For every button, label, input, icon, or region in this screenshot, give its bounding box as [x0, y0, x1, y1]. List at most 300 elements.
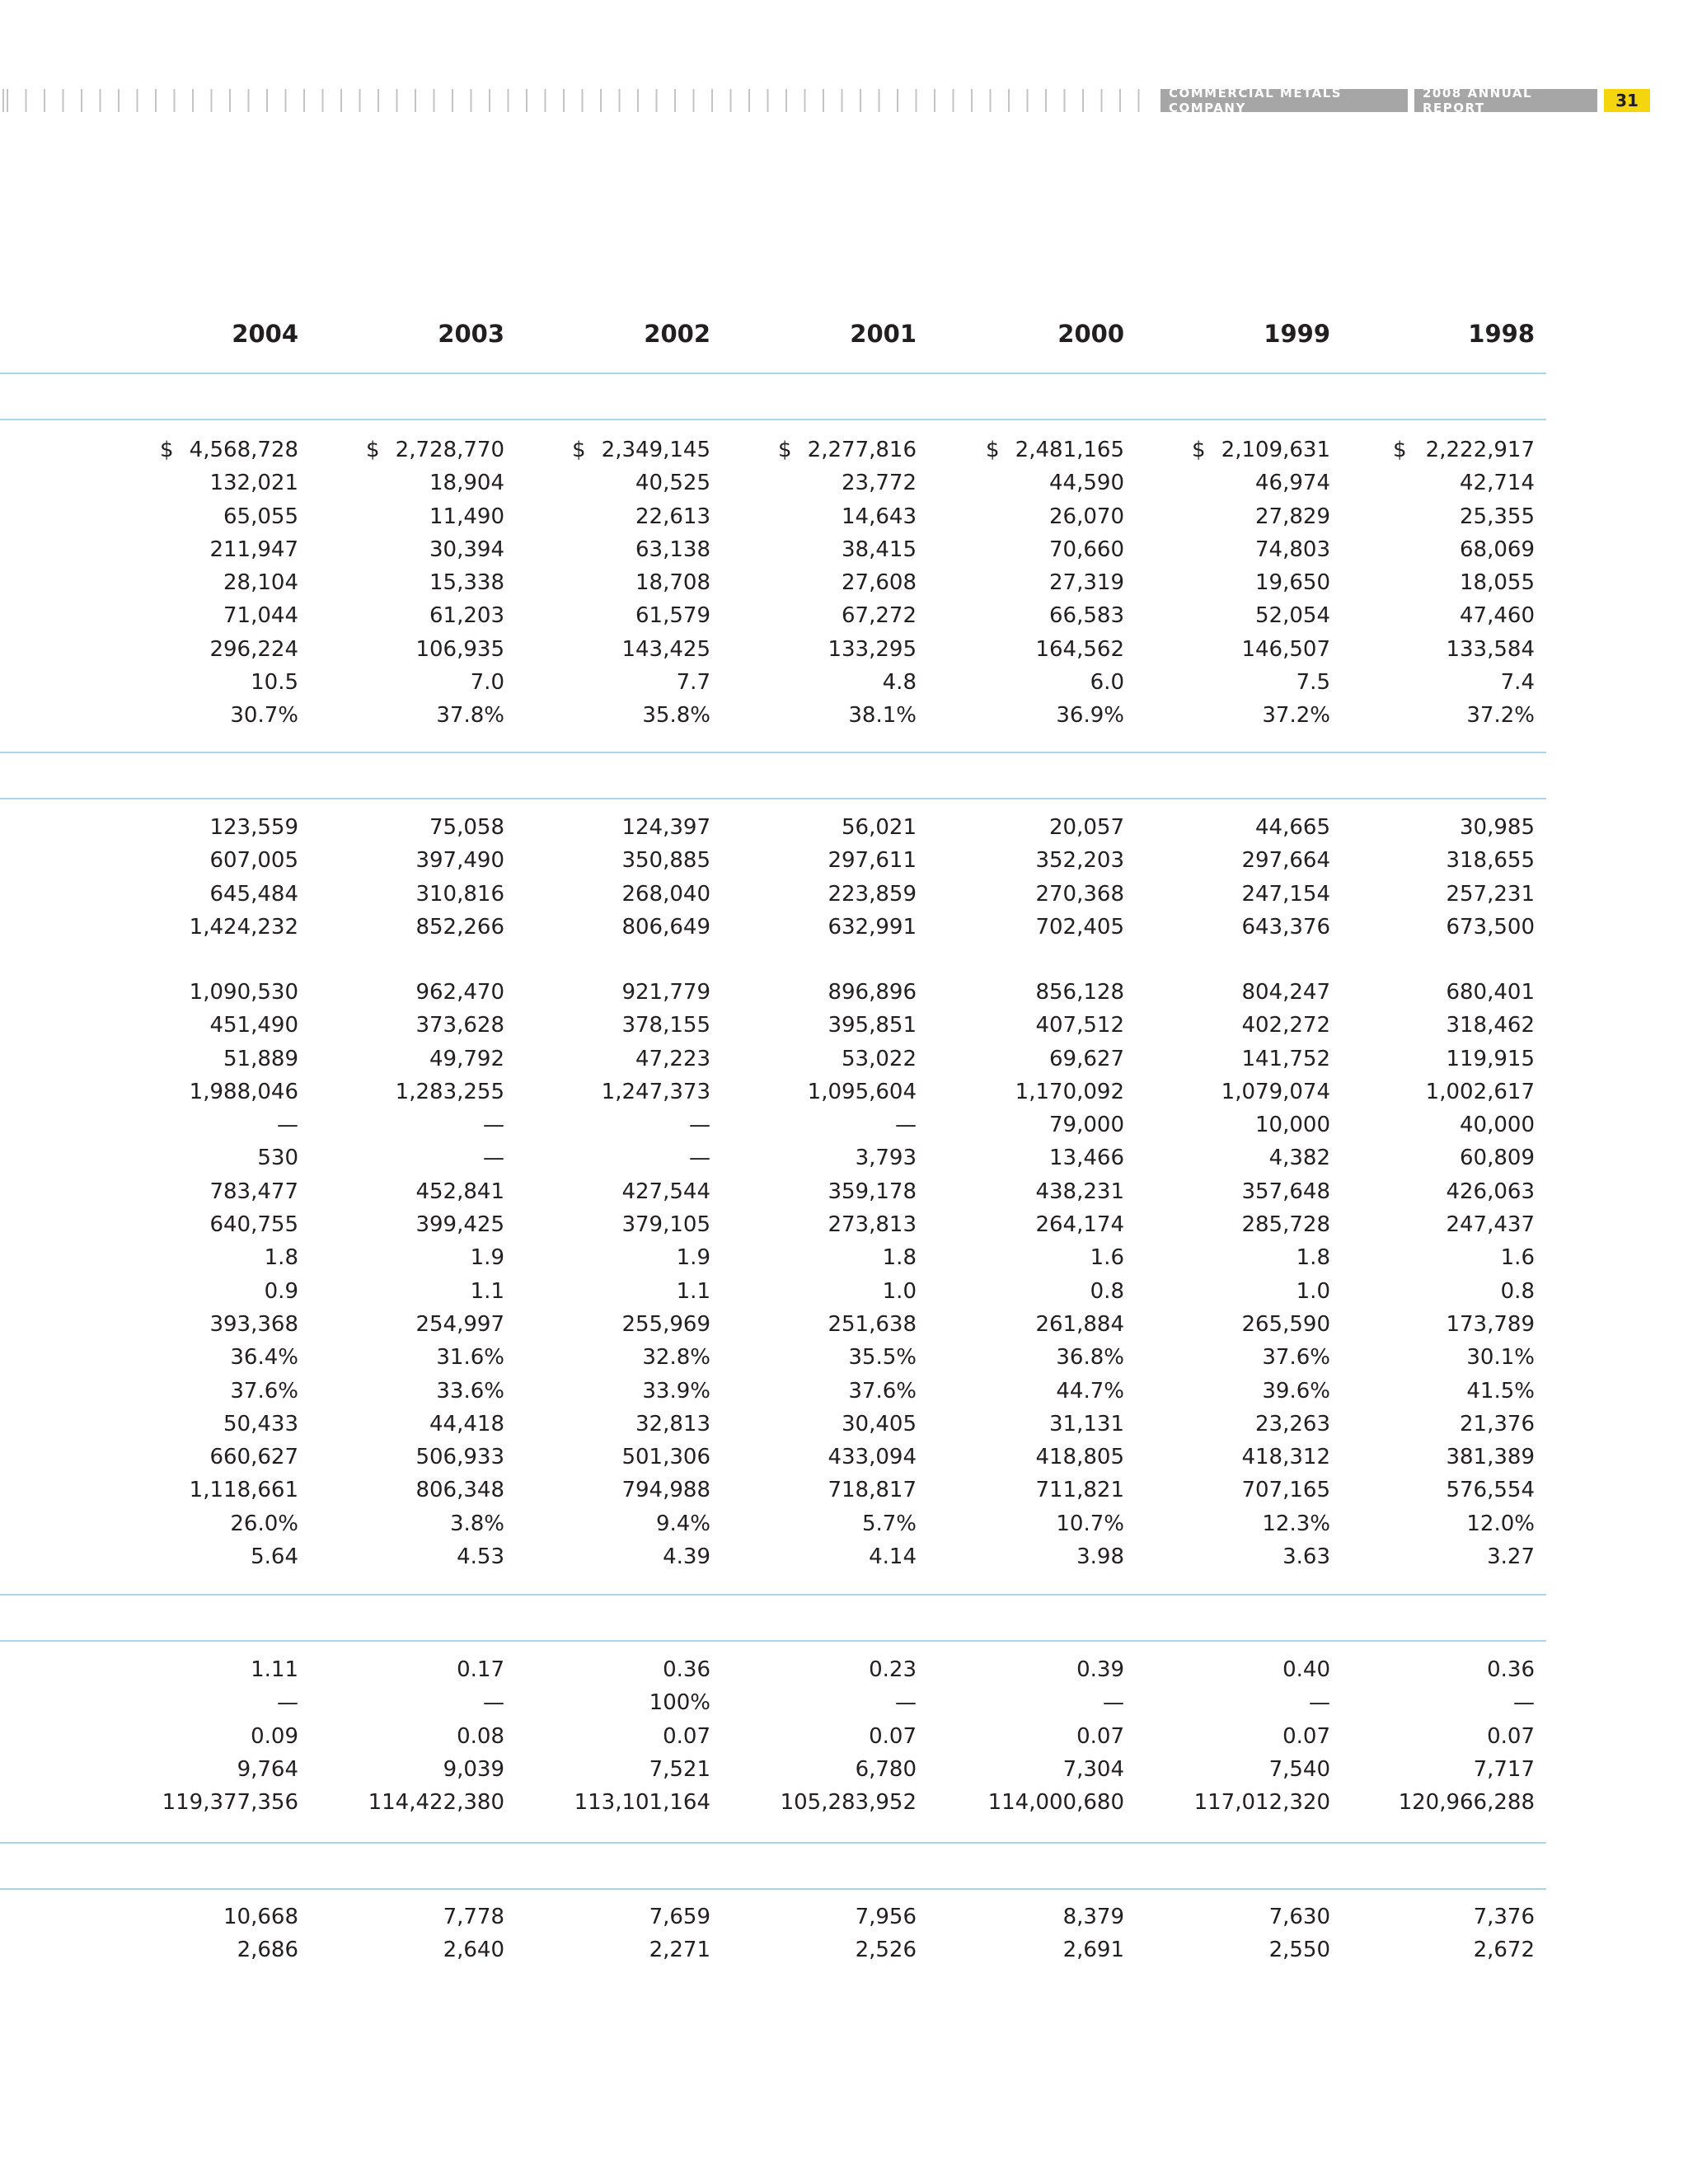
- table-cell: 7.7: [676, 670, 710, 696]
- table-cell: 806,649: [621, 914, 710, 940]
- table-cell: 30,394: [429, 537, 504, 562]
- table-cell: 44.7%: [1056, 1378, 1124, 1404]
- table-cell: 68,069: [1460, 537, 1535, 562]
- currency-symbol: $: [1393, 438, 1407, 462]
- table-cell: 896,896: [828, 980, 917, 1005]
- table-cell: 0.07: [869, 1723, 917, 1749]
- table-cell: 13,466: [1049, 1146, 1124, 1171]
- table-cell: 2,640: [443, 1938, 504, 1963]
- table-cell: 132,021: [209, 471, 298, 496]
- table-section-employees: [0, 1900, 1546, 1967]
- table-cell: 15,338: [429, 570, 504, 596]
- table-row: [0, 566, 1546, 599]
- table-row: [0, 976, 1546, 1009]
- table-section-operations: [0, 434, 1546, 733]
- table-cell: 806,348: [415, 1478, 504, 1503]
- table-row: [0, 699, 1546, 732]
- table-cell: 38,415: [842, 537, 917, 562]
- table-cell: 702,405: [1035, 914, 1124, 940]
- table-cell: 1.8: [264, 1245, 298, 1271]
- table-cell: 1,170,092: [1015, 1079, 1124, 1104]
- table-cell: 273,813: [828, 1212, 917, 1238]
- table-row: [0, 1009, 1546, 1042]
- divider-rule: [0, 373, 1546, 374]
- table-section-per-share: [0, 1653, 1546, 1819]
- table-cell: 23,263: [1255, 1411, 1330, 1436]
- table-cell: 393,368: [209, 1311, 298, 1337]
- table-cell: 1,090,530: [189, 980, 298, 1005]
- table-cell: 318,462: [1446, 1013, 1535, 1038]
- table-cell: 30.7%: [230, 703, 298, 729]
- table-row: [0, 1108, 1546, 1141]
- table-cell: 119,915: [1446, 1046, 1535, 1071]
- table-row: [0, 844, 1546, 877]
- table-cell: 40,525: [635, 471, 710, 496]
- table-row: [0, 1076, 1546, 1108]
- table-row: [0, 1786, 1546, 1819]
- table-row: [0, 1653, 1546, 1686]
- table-cell: 381,389: [1446, 1445, 1535, 1470]
- table-cell: 39.6%: [1262, 1378, 1330, 1404]
- table-cell: 65,055: [223, 504, 298, 529]
- table-cell: 124,397: [621, 815, 710, 840]
- table-cell: 10.7%: [1056, 1511, 1124, 1536]
- table-cell: 106,935: [415, 636, 504, 662]
- table-cell: 9.4%: [655, 1511, 710, 1536]
- table-cell: 352,203: [1035, 848, 1124, 874]
- table-cell: 28,104: [223, 570, 298, 596]
- table-cell: 247,437: [1446, 1212, 1535, 1238]
- table-cell: 35.5%: [848, 1345, 917, 1371]
- table-cell: 61,579: [635, 603, 710, 629]
- currency-symbol: $: [366, 438, 380, 462]
- table-cell: 632,991: [828, 914, 917, 940]
- table-cell: 418,312: [1241, 1445, 1330, 1470]
- table-row: [0, 811, 1546, 844]
- report-title-label: 2008 ANNUAL REPORT: [1414, 89, 1597, 112]
- table-cell: 71,044: [223, 603, 298, 629]
- table-cell: 69,627: [1049, 1046, 1124, 1071]
- table-cell: 0.23: [869, 1657, 917, 1682]
- table-cell: 3.27: [1487, 1544, 1535, 1570]
- table-cell: 0.8: [1500, 1278, 1535, 1304]
- table-cell: 660,627: [209, 1445, 298, 1470]
- table-cell: 7,956: [855, 1905, 917, 1929]
- table-cell: 31.6%: [436, 1345, 504, 1371]
- table-cell: 211,947: [209, 537, 298, 562]
- table-row: [0, 1474, 1546, 1507]
- table-cell: 0.17: [457, 1657, 504, 1682]
- year-header-row: [0, 320, 1546, 356]
- table-cell: 27,608: [842, 570, 917, 596]
- table-cell: 1,079,074: [1221, 1079, 1330, 1104]
- table-cell: 27,319: [1049, 570, 1124, 596]
- table-cell: 261,884: [1035, 1311, 1124, 1337]
- table-cell: 438,231: [1035, 1179, 1124, 1204]
- table-cell: 35.8%: [642, 703, 710, 729]
- table-cell: 707,165: [1241, 1478, 1330, 1503]
- table-cell: 22,613: [635, 504, 710, 529]
- table-cell: 265,590: [1241, 1311, 1330, 1337]
- table-row: [0, 1308, 1546, 1341]
- table-row: [0, 434, 1546, 466]
- table-cell: 12.0%: [1466, 1511, 1535, 1536]
- table-cell: 37.2%: [1466, 703, 1535, 729]
- table-cell: 143,425: [621, 636, 710, 662]
- table-cell: 1.6: [1090, 1245, 1124, 1271]
- table-cell: 141,752: [1241, 1046, 1330, 1071]
- table-cell: 1.1: [470, 1278, 504, 1304]
- table-cell: 350,885: [621, 848, 710, 874]
- table-cell: 164,562: [1035, 636, 1124, 662]
- table-row: [0, 1241, 1546, 1274]
- divider-rule: [0, 752, 1546, 753]
- table-cell: 1.1: [676, 1278, 710, 1304]
- table-cell: 37.8%: [436, 703, 504, 729]
- table-cell: —: [277, 1113, 298, 1138]
- table-cell: 49,792: [429, 1046, 504, 1071]
- table-cell: 0.9: [264, 1278, 298, 1304]
- table-cell: 10,668: [223, 1905, 298, 1929]
- table-row: [0, 1686, 1546, 1719]
- table-cell: 4.39: [663, 1544, 710, 1570]
- table-cell: —: [1309, 1690, 1330, 1716]
- table-cell: 1.8: [882, 1245, 917, 1271]
- table-cell: 2,271: [649, 1938, 710, 1963]
- currency-symbol: $: [1192, 438, 1206, 462]
- table-row: [0, 1208, 1546, 1241]
- table-cell: 452,841: [415, 1179, 504, 1204]
- table-cell: 296,224: [209, 636, 298, 662]
- table-cell: 1.0: [882, 1278, 917, 1304]
- table-cell: 1,988,046: [189, 1079, 298, 1104]
- table-cell: 395,851: [828, 1013, 917, 1038]
- table-cell: 254,997: [415, 1311, 504, 1337]
- table-cell: 114,422,380: [368, 1790, 504, 1816]
- table-cell: 433,094: [828, 1445, 917, 1470]
- table-cell: 7.5: [1296, 670, 1330, 696]
- table-cell: 711,821: [1035, 1478, 1124, 1503]
- divider-rule: [0, 1842, 1546, 1844]
- table-cell: 7,717: [1473, 1756, 1535, 1782]
- table-row: [0, 1408, 1546, 1441]
- table-cell: —: [895, 1690, 917, 1716]
- table-cell: 33.6%: [436, 1378, 504, 1404]
- table-cell: 1,002,617: [1425, 1079, 1535, 1104]
- table-cell: 607,005: [209, 848, 298, 874]
- year-column-header: 1998: [1468, 320, 1535, 348]
- table-cell: 26.0%: [230, 1511, 298, 1536]
- table-cell: 251,638: [828, 1311, 917, 1337]
- table-section-balance-b: [0, 976, 1546, 1573]
- table-row: [0, 533, 1546, 566]
- table-cell: 268,040: [621, 881, 710, 907]
- table-cell: 1.9: [676, 1245, 710, 1271]
- table-cell: 2,728,770 $: [290, 434, 504, 466]
- table-cell: 0.07: [1282, 1723, 1330, 1749]
- table-cell: 38.1%: [848, 703, 917, 729]
- table-cell: 2,550: [1268, 1938, 1330, 1963]
- table-cell: 718,817: [828, 1478, 917, 1503]
- company-name-label: COMMERCIAL METALS COMPANY: [1160, 89, 1408, 112]
- table-cell: 36.4%: [230, 1345, 298, 1371]
- table-cell: 0.07: [1487, 1723, 1535, 1749]
- table-cell: 21,376: [1460, 1411, 1535, 1436]
- table-cell: 794,988: [621, 1478, 710, 1503]
- table-cell: 427,544: [621, 1179, 710, 1204]
- table-cell: 9,039: [443, 1756, 504, 1782]
- table-row: [0, 1507, 1546, 1540]
- table-cell: 7,659: [649, 1905, 710, 1929]
- table-cell: 100%: [649, 1690, 710, 1716]
- table-cell: 1.11: [251, 1657, 298, 1682]
- page-number: 31: [1604, 89, 1650, 112]
- table-cell: 2,109,631 $: [1116, 434, 1330, 466]
- table-cell: 310,816: [415, 881, 504, 907]
- table-cell: 6.0: [1090, 670, 1124, 696]
- table-row: [0, 1175, 1546, 1208]
- table-cell: 7,376: [1473, 1905, 1535, 1929]
- table-cell: 962,470: [415, 980, 504, 1005]
- table-row: [0, 1043, 1546, 1076]
- table-cell: 1,118,661: [189, 1478, 298, 1503]
- table-cell: 12.3%: [1262, 1511, 1330, 1536]
- table-cell: 74,803: [1255, 537, 1330, 562]
- table-cell: 402,272: [1241, 1013, 1330, 1038]
- table-cell: 804,247: [1241, 980, 1330, 1005]
- table-cell: 113,101,164: [574, 1790, 710, 1816]
- table-cell: 0.07: [1076, 1723, 1124, 1749]
- table-cell: 4.53: [457, 1544, 504, 1570]
- table-cell: 18,708: [635, 570, 710, 596]
- table-cell: 270,368: [1035, 881, 1124, 907]
- table-row: [0, 666, 1546, 699]
- table-cell: 63,138: [635, 537, 710, 562]
- table-cell: —: [277, 1690, 298, 1716]
- table-cell: 19,650: [1255, 570, 1330, 596]
- table-cell: 37.2%: [1262, 703, 1330, 729]
- table-cell: 42,714: [1460, 471, 1535, 496]
- table-cell: 67,272: [842, 603, 917, 629]
- table-cell: 2,526: [855, 1938, 917, 1963]
- divider-rule: [0, 1594, 1546, 1596]
- table-cell: 173,789: [1446, 1311, 1535, 1337]
- table-cell: 4,568,728 $: [84, 434, 298, 466]
- table-cell: 14,643: [842, 504, 917, 529]
- table-cell: 3,793: [855, 1146, 917, 1171]
- table-cell: 1,247,373: [601, 1079, 710, 1104]
- currency-symbol: $: [572, 438, 586, 462]
- table-cell: 36.9%: [1056, 703, 1124, 729]
- table-cell: 123,559: [209, 815, 298, 840]
- table-row: [0, 1753, 1546, 1786]
- header-tick-bar: [0, 89, 1154, 112]
- table-cell: —: [1103, 1690, 1124, 1716]
- table-cell: 852,266: [415, 914, 504, 940]
- table-cell: 37.6%: [848, 1378, 917, 1404]
- table-cell: 60,809: [1460, 1146, 1535, 1171]
- table-row: [0, 500, 1546, 533]
- table-cell: 247,154: [1241, 881, 1330, 907]
- table-cell: 114,000,680: [987, 1790, 1124, 1816]
- table-cell: 359,178: [828, 1179, 917, 1204]
- table-cell: 2,481,165 $: [910, 434, 1124, 466]
- table-cell: 23,772: [842, 471, 917, 496]
- table-cell: 407,512: [1035, 1013, 1124, 1038]
- currency-symbol: $: [160, 438, 174, 462]
- table-cell: 2,277,816 $: [702, 434, 917, 466]
- table-cell: 0.36: [1487, 1657, 1535, 1682]
- table-cell: 1,424,232: [189, 914, 298, 940]
- table-cell: 7,521: [649, 1756, 710, 1782]
- table-cell: 318,655: [1446, 848, 1535, 874]
- table-cell: 36.8%: [1056, 1345, 1124, 1371]
- currency-symbol: $: [778, 438, 792, 462]
- table-cell: 133,295: [828, 636, 917, 662]
- table-cell: 4,382: [1268, 1146, 1330, 1171]
- table-cell: 44,590: [1049, 471, 1124, 496]
- table-cell: 6,780: [855, 1756, 917, 1782]
- table-cell: 9,764: [237, 1756, 298, 1782]
- table-cell: 119,377,356: [162, 1790, 298, 1816]
- table-cell: 921,779: [621, 980, 710, 1005]
- table-row: [0, 1275, 1546, 1308]
- table-cell: 673,500: [1446, 914, 1535, 940]
- table-cell: 31,131: [1049, 1411, 1124, 1436]
- table-cell: —: [895, 1113, 917, 1138]
- table-cell: 1.9: [470, 1245, 504, 1271]
- table-cell: 47,223: [635, 1046, 710, 1071]
- table-cell: 66,583: [1049, 603, 1124, 629]
- table-cell: 645,484: [209, 881, 298, 907]
- table-cell: 3.63: [1282, 1544, 1330, 1570]
- table-cell: 640,755: [209, 1212, 298, 1238]
- table-cell: —: [483, 1113, 504, 1138]
- table-cell: 0.08: [457, 1723, 504, 1749]
- table-cell: 1.6: [1500, 1245, 1535, 1271]
- table-cell: 297,664: [1241, 848, 1330, 874]
- table-cell: 56,021: [842, 815, 917, 840]
- table-cell: 2,686: [237, 1938, 298, 1963]
- table-cell: 32.8%: [642, 1345, 710, 1371]
- table-cell: 5.7%: [861, 1511, 917, 1536]
- table-cell: 506,933: [415, 1445, 504, 1470]
- table-row: [0, 599, 1546, 632]
- table-cell: 10.5: [251, 670, 298, 696]
- table-cell: 379,105: [621, 1212, 710, 1238]
- table-cell: 44,665: [1255, 815, 1330, 840]
- table-cell: 70,660: [1049, 537, 1124, 562]
- table-cell: 52,054: [1255, 603, 1330, 629]
- table-cell: 7,630: [1268, 1905, 1330, 1929]
- table-cell: 530: [257, 1146, 298, 1171]
- table-row: [0, 1933, 1546, 1966]
- table-cell: 223,859: [828, 881, 917, 907]
- table-cell: 783,477: [209, 1179, 298, 1204]
- table-cell: 2,691: [1062, 1938, 1124, 1963]
- table-cell: 79,000: [1049, 1113, 1124, 1138]
- table-row: [0, 1375, 1546, 1408]
- year-column-header: 2004: [232, 320, 298, 348]
- table-cell: 0.40: [1282, 1657, 1330, 1682]
- table-cell: 399,425: [415, 1212, 504, 1238]
- table-cell: 50,433: [223, 1411, 298, 1436]
- table-cell: 1,283,255: [395, 1079, 504, 1104]
- table-section-balance-a: [0, 811, 1546, 944]
- table-cell: 418,805: [1035, 1445, 1124, 1470]
- table-cell: 46,974: [1255, 471, 1330, 496]
- table-cell: 47,460: [1460, 603, 1535, 629]
- table-cell: 297,611: [828, 848, 917, 874]
- table-cell: 3.98: [1076, 1544, 1124, 1570]
- table-cell: —: [1513, 1690, 1535, 1716]
- table-cell: 5.64: [251, 1544, 298, 1570]
- divider-rule: [0, 419, 1546, 420]
- table-cell: 680,401: [1446, 980, 1535, 1005]
- table-row: [0, 1720, 1546, 1753]
- table-cell: 1.8: [1296, 1245, 1330, 1271]
- table-cell: 37.6%: [230, 1378, 298, 1404]
- table-cell: 4.14: [869, 1544, 917, 1570]
- table-cell: 7,304: [1062, 1756, 1124, 1782]
- table-cell: 30,985: [1460, 815, 1535, 840]
- divider-rule: [0, 1888, 1546, 1890]
- table-cell: 20,057: [1049, 815, 1124, 840]
- table-row: [0, 1441, 1546, 1474]
- table-cell: 2,222,917 $: [1320, 434, 1535, 466]
- table-cell: 18,904: [429, 471, 504, 496]
- table-cell: 105,283,952: [780, 1790, 917, 1816]
- table-cell: 378,155: [621, 1013, 710, 1038]
- table-cell: —: [483, 1146, 504, 1171]
- table-row: [0, 1900, 1546, 1933]
- table-cell: 37.6%: [1262, 1345, 1330, 1371]
- table-cell: 1,095,604: [807, 1079, 917, 1104]
- page-header: [1160, 86, 1650, 115]
- table-cell: 117,012,320: [1193, 1790, 1330, 1816]
- table-row: [0, 466, 1546, 499]
- table-cell: 51,889: [223, 1046, 298, 1071]
- table-cell: 7.4: [1500, 670, 1535, 696]
- table-cell: 75,058: [429, 815, 504, 840]
- table-cell: 397,490: [415, 848, 504, 874]
- table-cell: 44,418: [429, 1411, 504, 1436]
- divider-rule: [0, 1640, 1546, 1642]
- table-cell: —: [689, 1146, 710, 1171]
- table-row: [0, 633, 1546, 666]
- table-cell: 426,063: [1446, 1179, 1535, 1204]
- table-cell: 53,022: [842, 1046, 917, 1071]
- table-cell: 30.1%: [1466, 1345, 1535, 1371]
- table-cell: 26,070: [1049, 504, 1124, 529]
- table-cell: 10,000: [1255, 1113, 1330, 1138]
- table-cell: 255,969: [621, 1311, 710, 1337]
- table-cell: 33.9%: [642, 1378, 710, 1404]
- table-cell: 0.36: [663, 1657, 710, 1682]
- table-cell: 451,490: [209, 1013, 298, 1038]
- table-cell: —: [483, 1690, 504, 1716]
- year-column-header: 2002: [644, 320, 710, 348]
- table-cell: 0.09: [251, 1723, 298, 1749]
- table-cell: 501,306: [621, 1445, 710, 1470]
- table-cell: 2,672: [1473, 1938, 1535, 1963]
- table-cell: 18,055: [1460, 570, 1535, 596]
- table-cell: 0.39: [1076, 1657, 1124, 1682]
- currency-symbol: $: [986, 438, 1000, 462]
- table-cell: 41.5%: [1466, 1378, 1535, 1404]
- table-cell: 643,376: [1241, 914, 1330, 940]
- table-cell: 25,355: [1460, 504, 1535, 529]
